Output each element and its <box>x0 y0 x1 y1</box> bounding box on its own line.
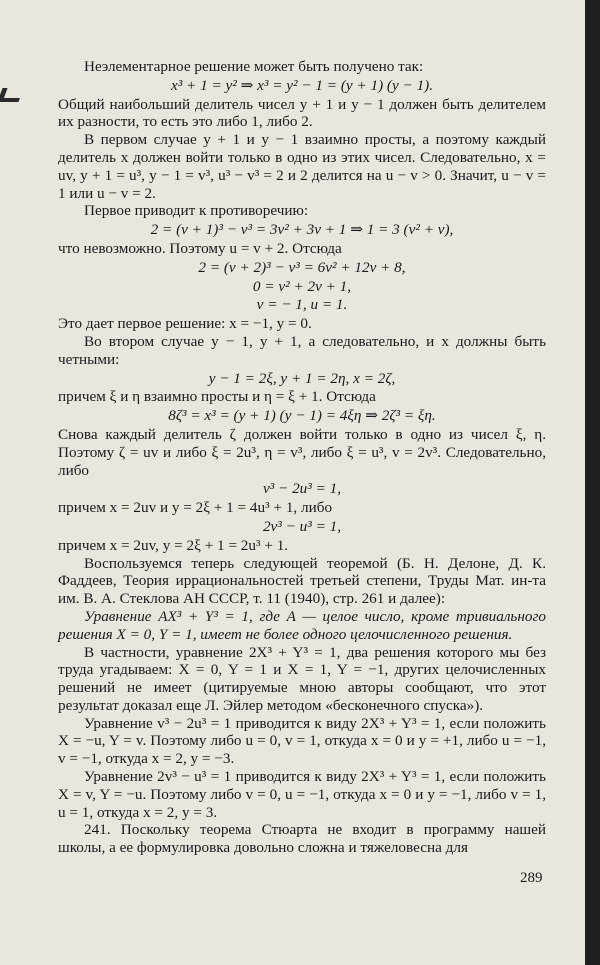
paragraph: Неэлементарное решение может быть получено так: <box>84 58 424 75</box>
paragraph-continuation: причем ξ и η взаимно просты и η = ξ + 1. Отсюда <box>58 388 376 406</box>
formula: y − 1 = 2ξ, y + 1 = 2η, x = 2ζ, <box>208 369 396 387</box>
paragraph: Уравнение 2v³ − u³ = 1 приводится к виду 2X³ + Y³ = 1, если положить X = v, Y = −u. Поэтому либо v = 0, u = −1, откуда x = 0 и y = −1, либо v = 1, u = 1, откуда x = 2, y = 3. <box>58 768 546 821</box>
page-number: 289 <box>520 870 543 886</box>
paragraph: Первое приводит к противоречию: <box>84 202 309 220</box>
paragraph-continuation: что невозможно. Поэтому u = v + 2. Отсюда <box>58 239 342 257</box>
formula: 8ζ³ = x³ = (y + 1) (y − 1) = 4ξη ⇒ 2ζ³ = ξη. <box>168 407 436 425</box>
formula: v³ − 2u³ = 1, <box>262 480 342 498</box>
paragraph: Воспользуемся теперь следующей теоремой (Б. Н. Делоне, Д. К. Фаддеев, Теория иррациональностей третьей степени, Труды Мат. ин-та им. В. А. Стеклова АН СССР, т. 11 (1940), стр. 261 и далее): <box>58 554 546 608</box>
paragraph-continuation: Общий наибольший делитель чисел y + 1 и y − 1 должен быть делителем их разности, то есть это либо 1, либо 2. <box>58 95 546 131</box>
paragraph-continuation: Снова каждый делитель ζ должен войти только в одно из чисел ξ, η. Поэтому ζ = uv и либо ξ = 2u³, η = v³, либо ξ = u³, v = 2v³. Следовательно, либо <box>58 425 546 479</box>
paragraph: Уравнение v³ − 2u³ = 1 приводится к виду 2X³ + Y³ = 1, если положить X = −u, Y = v. Поэтому либо u = 0, v = 1, откуда x = 0 и y = +1, либо u = −1, v = −1, откуда x = 2, y = −3. <box>58 714 546 768</box>
paragraph: 241. Поскольку теорема Стюарта не входит в программу нашей школы, а ее формулировка довольно сложна и тяжеловесна для <box>58 821 546 857</box>
page-text <box>58 58 546 857</box>
paragraph-continuation: Это дает первое решение: x = −1, y = 0. <box>58 315 312 333</box>
theorem-statement: Уравнение AX³ + Y³ = 1, где A — целое число, кроме тривиального решения X = 0, Y = 1, имеет не более одного целочисленного решения. <box>58 607 546 643</box>
formula: 0 = v² + 2v + 1, <box>252 277 352 295</box>
formula: 2 = (v + 2)³ − v³ = 6v² + 12v + 8, <box>198 258 406 276</box>
formula: v = − 1, u = 1. <box>256 296 348 314</box>
paragraph: В частности, уравнение 2X³ + Y³ = 1, два решения которого мы без труда угадываем: X = 0, Y = 1 и X = 1, Y = −1, других целочисленных решений не имеет (цитируемые мною авторы сообщают, что этот результат доказал еще Л. Эйлер методом «бесконечного спуска»). <box>58 643 546 714</box>
paragraph-continuation: причем x = 2uv, y = 2ξ + 1 = 2u³ + 1. <box>58 536 289 554</box>
margin-mark <box>0 88 24 102</box>
paragraph-continuation: причем x = 2uv и y = 2ξ + 1 = 4u³ + 1, либо <box>58 499 333 517</box>
paragraph: В первом случае y + 1 и y − 1 взаимно просты, а поэтому каждый делитель x должен войти только в одно из этих чисел. Следовательно, x = uv, y + 1 = u³, y − 1 = v³, u³ − v³ = 2 и 2 делится на u − v > 0. Значит, u − v = 1 или u − v = 2. <box>58 131 546 202</box>
formula: 2 = (v + 1)³ − v³ = 3v² + 3v + 1 ⇒ 1 = 3 (v² + v), <box>150 221 454 239</box>
paragraph: Во втором случае y − 1, y + 1, а следовательно, и x должны быть четными: <box>58 332 546 368</box>
formula: x³ + 1 = y² ⇒ x³ = y² − 1 = (y + 1) (y − 1). <box>170 76 434 94</box>
formula: 2v³ − u³ = 1, <box>262 517 342 535</box>
